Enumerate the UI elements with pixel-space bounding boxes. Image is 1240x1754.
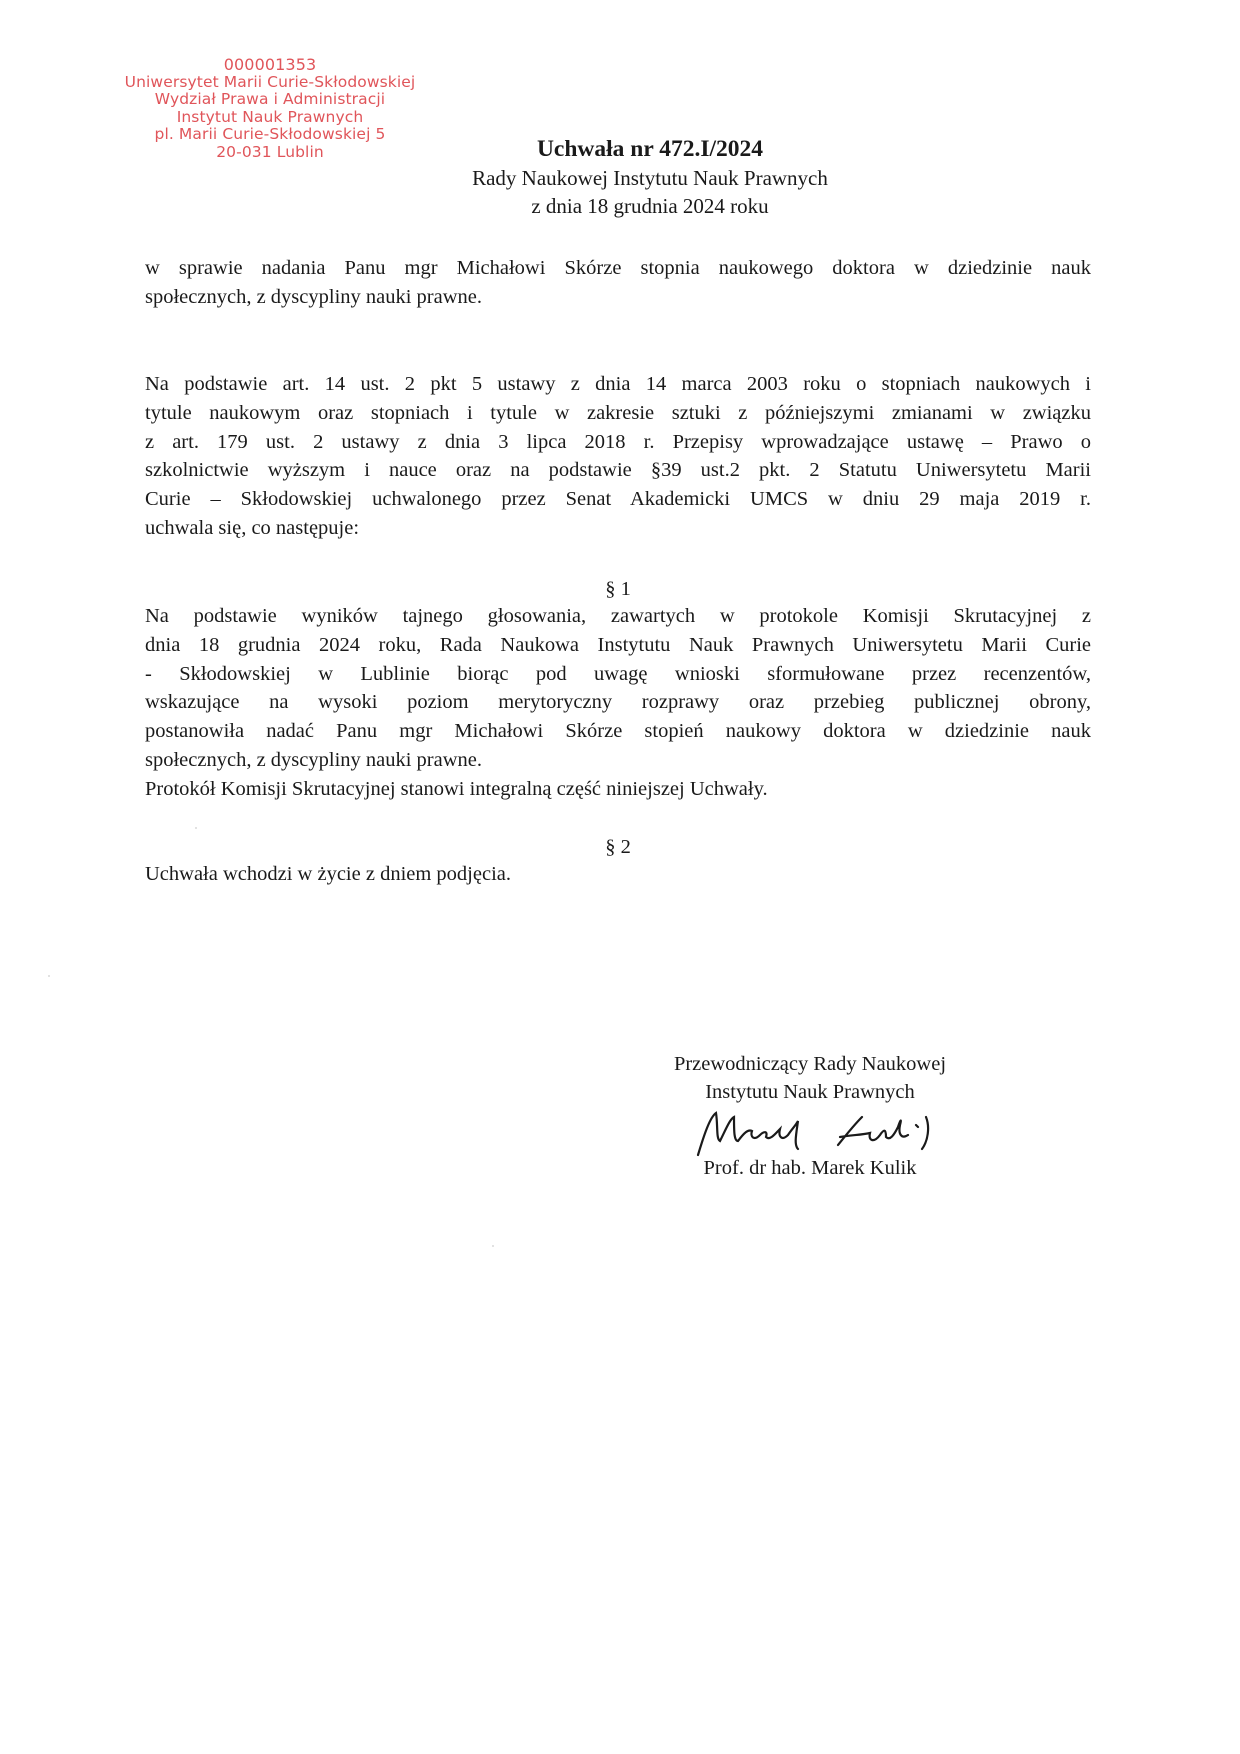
signatory-role: Przewodniczący Rady Naukowej xyxy=(673,1053,947,1075)
resolution-title: Uchwała nr 472.I/2024 xyxy=(536,136,764,162)
stamp-number: 000001353 xyxy=(223,55,317,74)
stamp-university: Uniwersytet Marii Curie-Skłodowskiej xyxy=(124,72,416,91)
stamp-address: pl. Marii Curie-Skłodowskiej 5 xyxy=(154,125,386,143)
subject-line: w sprawie nadania Panu mgr Michałowi Skórze stopnia naukowego doktora w dziedzinie nauk xyxy=(145,257,1091,279)
section-1-line: - Skłodowskiej w Lublinie biorąc pod uwagę wnioski sformułowane przez recenzentów, xyxy=(145,662,1091,685)
section-1-paragraph xyxy=(145,602,1091,804)
section-2-paragraph xyxy=(145,860,1091,889)
scan-speck xyxy=(492,1245,494,1247)
handwritten-signature-icon xyxy=(690,1105,960,1165)
section-1-line: wskazujące na wysoki poziom merytoryczny rozprawy oraz przebieg publicznej obrony, xyxy=(145,691,1091,714)
section-1-line: Na podstawie wyników tajnego głosowania, zawartych w protokole Komisji Skrutacyjnej z xyxy=(145,605,1091,627)
basis-line: Curie – Skłodowskiej uchwalonego przez Senat Akademicki UMCS w dniu 29 maja 2019 r. xyxy=(145,488,1091,511)
section-1-line: społecznych, z dyscypliny nauki prawne. xyxy=(145,748,483,771)
resolution-header xyxy=(430,134,870,220)
section-1-line: Protokół Komisji Skrutacyjnej stanowi integralną część niniejszej Uchwały. xyxy=(145,777,768,800)
resolution-subtitle: Rady Naukowej Instytutu Nauk Prawnych xyxy=(472,166,828,190)
institution-stamp xyxy=(100,56,440,161)
basis-line: szkolnictwie wyższym i nauce oraz na podstawie §39 ust.2 pkt. 2 Statutu Uniwersytetu Marii xyxy=(145,459,1091,482)
signatory-institute: Instytutu Nauk Prawnych xyxy=(705,1081,915,1103)
basis-line: uchwala się, co następuje: xyxy=(145,516,360,539)
signatory-name: Prof. dr hab. Marek Kulik xyxy=(703,1157,917,1179)
legal-basis-paragraph xyxy=(145,370,1091,543)
section-2-text: Uchwała wchodzi w życie z dniem podjęcia. xyxy=(145,863,511,885)
stamp-city: 20-031 Lublin xyxy=(216,142,324,161)
section-1-line: postanowiła nadać Panu mgr Michałowi Skórze stopień naukowy doktora w dziedzinie nauk xyxy=(145,720,1091,743)
section-1-mark: § 1 xyxy=(605,578,631,600)
stamp-institute: Instytut Nauk Prawnych xyxy=(176,107,364,126)
basis-line: Na podstawie art. 14 ust. 2 pkt 5 ustawy z dnia 14 marca 2003 roku o stopniach naukowych i xyxy=(145,373,1091,395)
section-1-line: dnia 18 grudnia 2024 roku, Rada Naukowa Instytutu Nauk Prawnych Uniwersytetu Marii Curie xyxy=(145,633,1091,656)
subject-line: społecznych, z dyscypliny nauki prawne. xyxy=(145,285,483,308)
scan-speck xyxy=(195,827,197,829)
resolution-date: z dnia 18 grudnia 2024 roku xyxy=(531,194,769,218)
basis-line: tytule naukowym oraz stopniach i tytule w zakresie sztuki z późniejszymi zmianami w związku xyxy=(145,401,1091,424)
basis-line: z art. 179 ust. 2 ustawy z dnia 3 lipca 2018 r. Przepisy wprowadzające ustawę – Prawo o xyxy=(145,430,1091,453)
scan-speck xyxy=(48,975,50,977)
section-2-mark: § 2 xyxy=(605,836,631,858)
resolution-subject xyxy=(145,254,1091,312)
stamp-faculty: Wydział Prawa i Administracji xyxy=(154,90,386,108)
